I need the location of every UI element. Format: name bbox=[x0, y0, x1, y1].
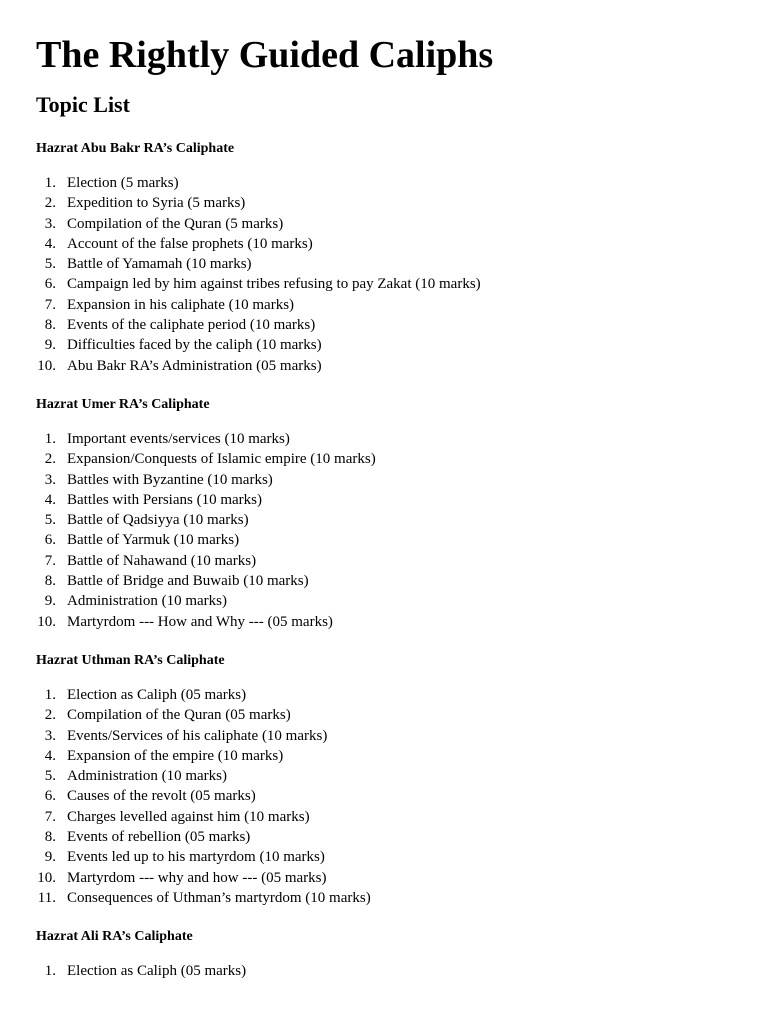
list-item bbox=[36, 193, 768, 213]
list-item-text: Administration (10 marks) bbox=[67, 768, 227, 785]
list-item-number: 8. bbox=[44, 829, 56, 846]
list-item bbox=[36, 961, 768, 981]
list-item-number: 4. bbox=[44, 491, 56, 508]
list-item bbox=[36, 335, 768, 355]
list-item bbox=[36, 612, 768, 632]
list-item bbox=[36, 827, 768, 847]
list-item-number: 4. bbox=[44, 235, 56, 252]
list-item-text: Battle of Yarmuk (10 marks) bbox=[67, 532, 240, 549]
list-item-number: 10. bbox=[37, 869, 56, 886]
list-item-text: Account of the false prophets (10 marks) bbox=[67, 235, 313, 252]
list-item bbox=[36, 214, 768, 234]
list-item bbox=[36, 295, 768, 315]
list-item bbox=[36, 254, 768, 274]
list-item-number: 9. bbox=[44, 593, 56, 610]
list-item bbox=[36, 530, 768, 550]
section-heading: Hazrat Abu Bakr RA’s Caliphate bbox=[36, 141, 235, 156]
list-item-number: 7. bbox=[44, 552, 56, 569]
list-item bbox=[36, 356, 768, 376]
list-item bbox=[36, 847, 768, 867]
list-item-text: Battles with Byzantine (10 marks) bbox=[67, 471, 273, 488]
list-item-text: Battle of Yamamah (10 marks) bbox=[67, 256, 252, 273]
list-item bbox=[36, 705, 768, 725]
list-item-text: Expedition to Syria (5 marks) bbox=[67, 195, 246, 212]
list-item bbox=[36, 766, 768, 786]
list-item bbox=[36, 786, 768, 806]
section-uthman bbox=[36, 652, 768, 908]
list-item bbox=[36, 510, 768, 530]
list-item-number: 10. bbox=[37, 357, 56, 374]
list-item-number: 7. bbox=[44, 808, 56, 825]
section-heading: Hazrat Umer RA’s Caliphate bbox=[36, 396, 210, 412]
list-item-number: 9. bbox=[44, 849, 56, 866]
list-item bbox=[36, 551, 768, 571]
list-item-text: Expansion of the empire (10 marks) bbox=[67, 747, 284, 764]
list-item-text: Martyrdom --- why and how --- (05 marks) bbox=[67, 869, 327, 886]
list-item-number: 6. bbox=[44, 276, 56, 293]
list-item-number: 3. bbox=[44, 215, 56, 232]
list-item-number: 5. bbox=[44, 256, 56, 273]
list-item-text: Expansion in his caliphate (10 marks) bbox=[67, 296, 295, 313]
list-item-number: 8. bbox=[44, 317, 56, 334]
list-item bbox=[36, 807, 768, 827]
list-item-number: 3. bbox=[44, 471, 56, 488]
list-item bbox=[36, 429, 768, 449]
list-item-number: 1. bbox=[44, 430, 56, 447]
topic-list bbox=[36, 685, 768, 908]
list-item-text: Compilation of the Quran (05 marks) bbox=[67, 707, 291, 724]
topic-list bbox=[36, 429, 768, 632]
list-item-number: 2. bbox=[44, 707, 56, 724]
list-item bbox=[36, 591, 768, 611]
list-item bbox=[36, 234, 768, 254]
list-item-text: Election as Caliph (05 marks) bbox=[67, 686, 247, 703]
list-item-number: 4. bbox=[44, 747, 56, 764]
list-item-number: 1. bbox=[44, 686, 56, 703]
list-item-text: Battles with Persians (10 marks) bbox=[67, 491, 262, 508]
list-item bbox=[36, 173, 768, 193]
list-item-number: 11. bbox=[37, 889, 56, 906]
list-item-number: 9. bbox=[44, 337, 56, 354]
list-item-text: Events led up to his martyrdom (10 marks) bbox=[67, 849, 325, 866]
sections-container bbox=[36, 140, 768, 982]
topic-list bbox=[36, 961, 768, 981]
list-item-text: Difficulties faced by the caliph (10 marks) bbox=[67, 337, 322, 354]
list-item bbox=[36, 490, 768, 510]
list-item-text: Charges levelled against him (10 marks) bbox=[67, 808, 310, 825]
list-item-number: 2. bbox=[44, 195, 56, 212]
list-item-text: Election (5 marks) bbox=[67, 175, 179, 191]
list-item-text: Events of rebellion (05 marks) bbox=[67, 829, 251, 846]
list-item-number: 5. bbox=[44, 768, 56, 785]
list-item-number: 1. bbox=[44, 175, 56, 191]
list-item-number: 10. bbox=[37, 613, 56, 630]
list-item-text: Important events/services (10 marks) bbox=[67, 430, 290, 447]
list-item-number: 6. bbox=[44, 788, 56, 805]
list-item bbox=[36, 571, 768, 591]
section-abu-bakr bbox=[36, 140, 768, 376]
list-item-text: Campaign led by him against tribes refusing to pay Zakat (10 marks) bbox=[67, 276, 481, 293]
list-item-text: Expansion/Conquests of Islamic empire (10 marks) bbox=[67, 451, 376, 468]
section-heading: Hazrat Ali RA’s Caliphate bbox=[36, 929, 193, 945]
list-item bbox=[36, 746, 768, 766]
section-umer bbox=[36, 396, 768, 632]
list-item-number: 5. bbox=[44, 512, 56, 529]
list-item-text: Battle of Qadsiyya (10 marks) bbox=[67, 512, 249, 529]
list-item bbox=[36, 470, 768, 490]
list-item-text: Causes of the revolt (05 marks) bbox=[67, 788, 256, 805]
list-item-text: Martyrdom --- How and Why --- (05 marks) bbox=[67, 613, 333, 630]
list-item bbox=[36, 315, 768, 335]
list-item-number: 7. bbox=[44, 296, 56, 313]
list-item bbox=[36, 888, 768, 908]
list-item bbox=[36, 449, 768, 469]
list-item bbox=[36, 685, 768, 705]
list-item-text: Compilation of the Quran (5 marks) bbox=[67, 215, 284, 232]
list-item-number: 2. bbox=[44, 451, 56, 468]
list-item bbox=[36, 726, 768, 746]
section-ali bbox=[36, 928, 768, 981]
list-item bbox=[36, 274, 768, 294]
list-item-text: Battle of Nahawand (10 marks) bbox=[67, 552, 257, 569]
document-title: The Rightly Guided Caliphs bbox=[36, 34, 494, 76]
list-item-text: Events/Services of his caliphate (10 marks) bbox=[67, 727, 328, 744]
list-item-number: 6. bbox=[44, 532, 56, 549]
list-item bbox=[36, 868, 768, 888]
list-item-text: Events of the caliphate period (10 marks) bbox=[67, 317, 316, 334]
list-item-text: Battle of Bridge and Buwaib (10 marks) bbox=[67, 573, 309, 590]
topic-list-heading: Topic List bbox=[36, 92, 130, 117]
list-item-number: 3. bbox=[44, 727, 56, 744]
topic-list bbox=[36, 173, 768, 376]
list-item-text: Election as Caliph (05 marks) bbox=[67, 963, 247, 980]
list-item-number: 8. bbox=[44, 573, 56, 590]
list-item-text: Consequences of Uthman’s martyrdom (10 marks) bbox=[67, 889, 371, 906]
list-item-number: 1. bbox=[44, 963, 56, 980]
list-item-text: Administration (10 marks) bbox=[67, 593, 227, 610]
list-item-text: Abu Bakr RA’s Administration (05 marks) bbox=[67, 357, 322, 374]
section-heading: Hazrat Uthman RA’s Caliphate bbox=[36, 652, 225, 668]
